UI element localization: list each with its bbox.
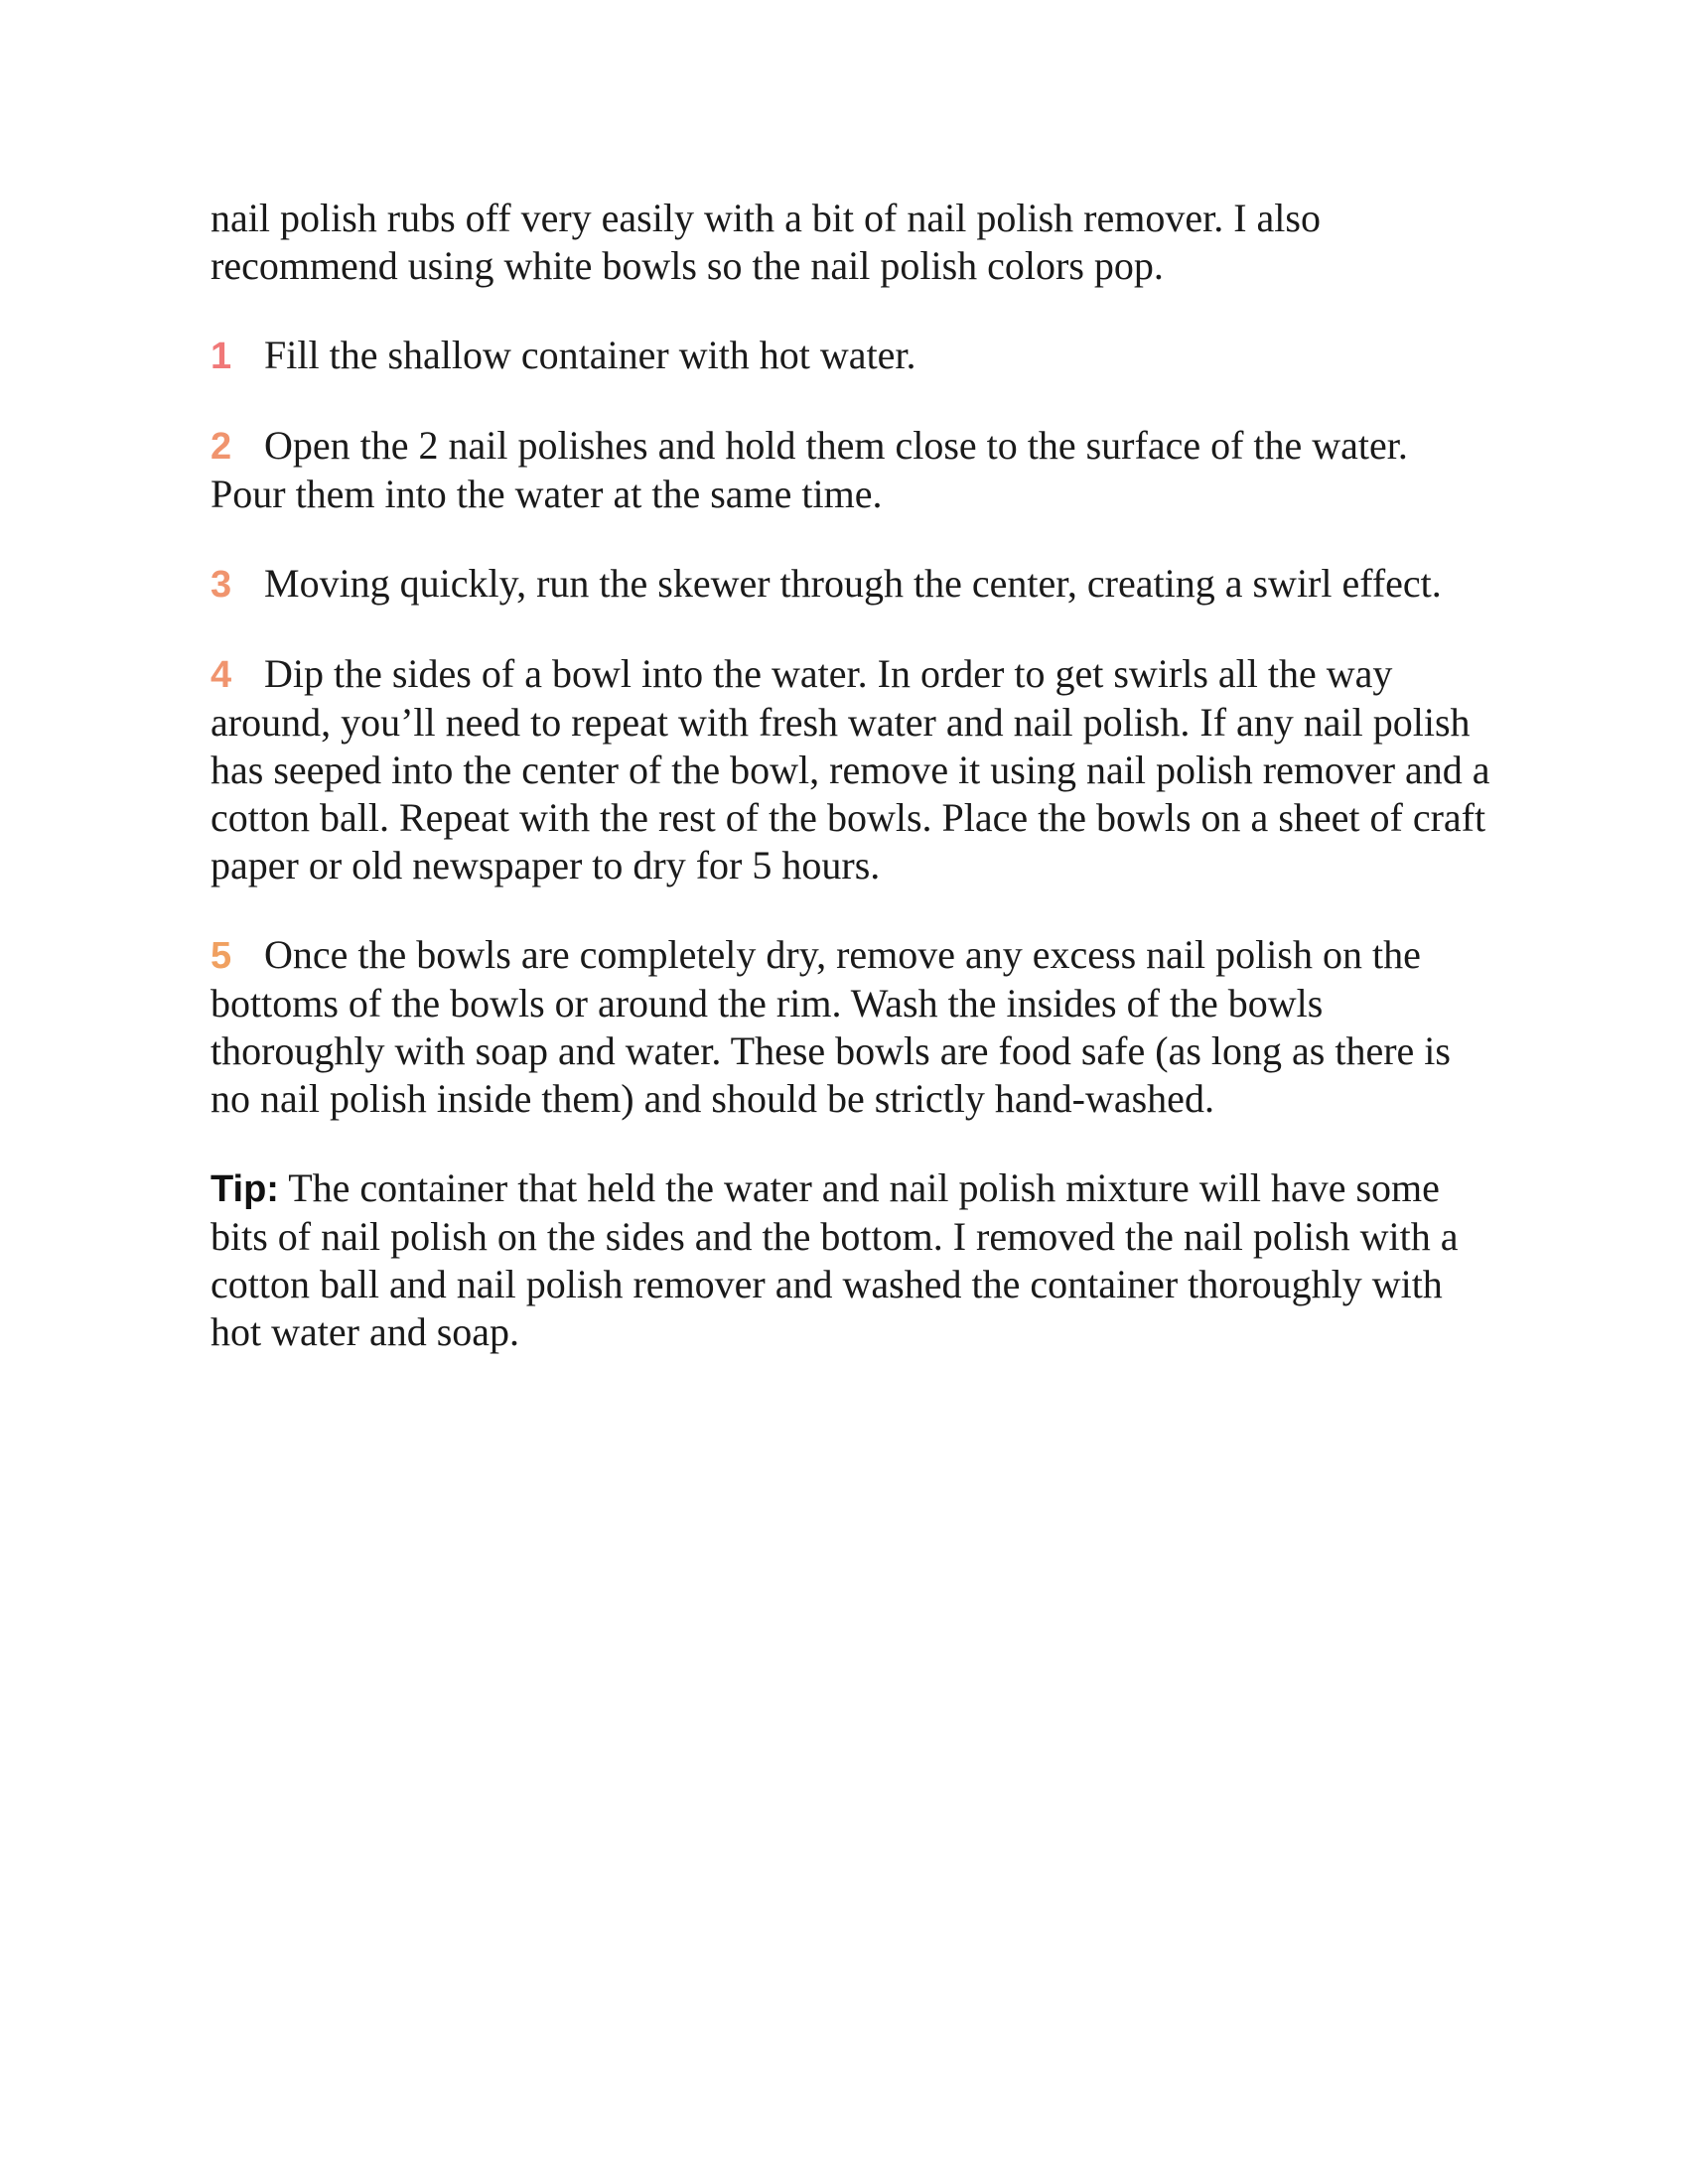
step-number: 1	[211, 336, 232, 377]
step-text: Once the bowls are completely dry, remove any excess nail polish on the bottoms of the bowls or around the rim. Wash the insides of the bowls thoroughly with soap and water. These bowls are food safe (as long as there is no nail polish inside them) and should be strictly hand-washed.	[211, 932, 1451, 1121]
step-2	[211, 422, 1491, 518]
step-3	[211, 560, 1491, 609]
step-5	[211, 931, 1491, 1123]
document-page	[211, 195, 1491, 1398]
step-text: Dip the sides of a bowl into the water. In order to get swirls all the way around, you’ll need to repeat with fresh water and nail polish. If any nail polish has seeped into the center of the bowl, remove it using nail polish remover and a cotton ball. Repeat with the rest of the bowls. Place the bowls on a sheet of craft paper or old newspaper to dry for 5 hours.	[211, 651, 1490, 887]
step-number: 3	[211, 564, 232, 606]
tip-label: Tip:	[211, 1168, 279, 1210]
tip-paragraph	[211, 1164, 1491, 1356]
step-text: Open the 2 nail polishes and hold them close to the surface of the water. Pour them into the water at the same time.	[211, 423, 1408, 516]
intro-paragraph: nail polish rubs off very easily with a bit of nail polish remover. I also recommend using white bowls so the nail polish colors pop.	[211, 196, 1321, 288]
step-number: 2	[211, 426, 232, 468]
step-number: 4	[211, 654, 232, 696]
step-text: Fill the shallow container with hot water.	[264, 333, 916, 377]
tip-text: The container that held the water and nail polish mixture will have some bits of nail polish on the sides and the bottom. I removed the nail polish with a cotton ball and nail polish remover and washed the container thoroughly with hot water and soap.	[211, 1165, 1459, 1354]
step-number: 5	[211, 935, 232, 977]
step-1	[211, 332, 1491, 380]
step-text: Moving quickly, run the skewer through the center, creating a swirl effect.	[264, 561, 1442, 606]
step-4	[211, 650, 1491, 889]
